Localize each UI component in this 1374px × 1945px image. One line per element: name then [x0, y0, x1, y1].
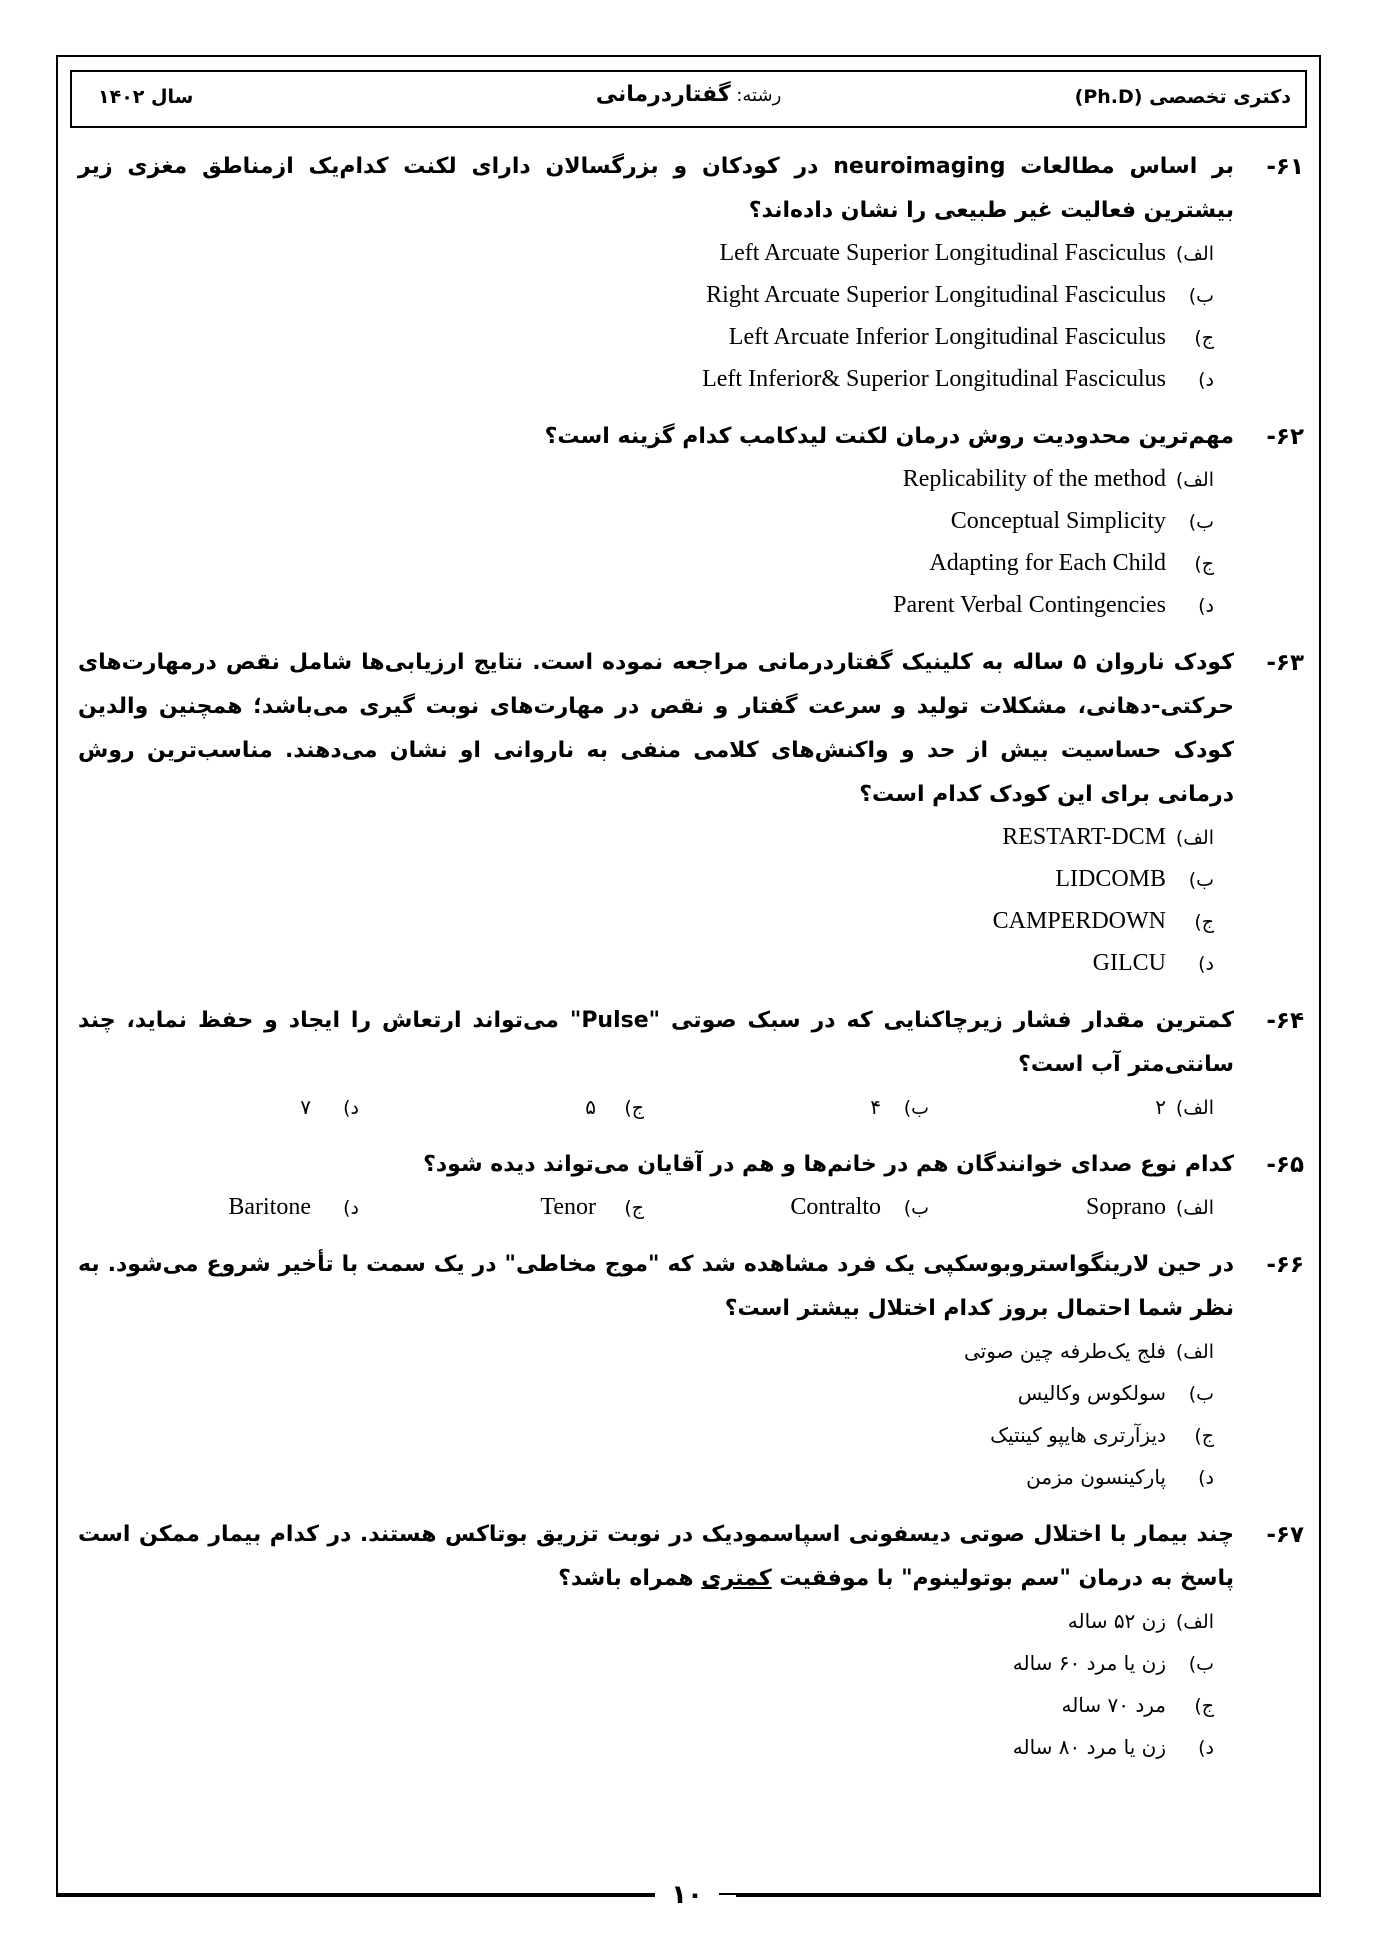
option-label: ب) — [903, 1097, 929, 1119]
option-label: الف) — [1175, 1611, 1214, 1633]
option-b — [78, 1643, 1234, 1685]
options — [78, 1087, 1234, 1129]
question-text: مهم‌ترین محدودیت روش درمان لکنت لیدکامب کدام گزینه است؟ — [544, 424, 1234, 449]
option-label: د) — [1198, 1737, 1214, 1759]
option-text: فلج یک‌طرفه چین صوتی — [963, 1339, 1166, 1363]
option-c — [78, 543, 1234, 585]
question-text — [78, 1513, 1234, 1601]
question-number: ۶۷- — [1266, 1522, 1304, 1548]
options — [78, 1331, 1234, 1499]
question-number: ۶۱- — [1266, 154, 1304, 180]
option-label: ج) — [1194, 327, 1214, 349]
option-c — [78, 317, 1234, 359]
option-c — [78, 1415, 1234, 1457]
option-label: ب) — [1188, 285, 1214, 307]
option-b — [78, 275, 1234, 317]
option-text: Conceptual Simplicity — [950, 508, 1166, 534]
option-a — [949, 1187, 1234, 1229]
field-name: گفتاردرمانی — [595, 82, 731, 107]
option-b — [78, 501, 1234, 543]
question-64 — [78, 999, 1304, 1129]
option-label: ج) — [1194, 1425, 1214, 1447]
option-label: د) — [1198, 1467, 1214, 1489]
option-text: Soprano — [1086, 1194, 1166, 1220]
option-a — [949, 1087, 1234, 1129]
page-number-text: ۱۰ — [655, 1880, 719, 1910]
option-text: Baritone — [228, 1194, 311, 1220]
option-a — [78, 1331, 1234, 1373]
exam-year: سال ۱۴۰۲ — [98, 86, 194, 108]
field-title — [72, 82, 1305, 107]
option-label: الف) — [1175, 1197, 1214, 1219]
option-text: Left Inferior& Superior Longitudinal Fasciculus — [702, 366, 1166, 392]
option-c — [379, 1187, 664, 1229]
option-c — [379, 1087, 664, 1129]
question-number: ۶۵- — [1266, 1152, 1304, 1178]
question-text: کودک ناروان ۵ ساله به کلینیک گفتاردرمانی مراجعه نموده است. نتایج ارزیابی‌ها شامل نقص درمهارت‌های حرکتی-دهانی، مشکلات تولید و سرعت گفتار و نقص در مهارت‌های نوبت گیری می‌باشد؛ همچنین والدین کودک حساسیت بیش از حد و واکنش‌های کلامی منفی به ناروانی او نشان می‌دهند. مناسب‌ترین روش درمانی برای این کودک کدام است؟ — [78, 650, 1234, 807]
option-c — [78, 901, 1234, 943]
option-a — [78, 233, 1234, 275]
question-62 — [78, 415, 1304, 627]
option-b — [664, 1187, 949, 1229]
option-d — [78, 585, 1234, 627]
option-d — [78, 1457, 1234, 1499]
option-text: ۷ — [300, 1095, 311, 1119]
option-text: CAMPERDOWN — [992, 908, 1166, 934]
option-text: RESTART-DCM — [1002, 824, 1166, 850]
option-text: زن یا مرد ۸۰ ساله — [1012, 1735, 1166, 1759]
option-label: ب) — [903, 1197, 929, 1219]
option-text: Replicability of the method — [902, 466, 1166, 492]
option-text: زن یا مرد ۶۰ ساله — [1012, 1651, 1166, 1675]
option-d — [78, 943, 1234, 985]
option-label: د) — [1198, 953, 1214, 975]
option-text: ۵ — [585, 1095, 596, 1119]
question-63 — [78, 641, 1304, 985]
option-label: ج) — [1194, 1695, 1214, 1717]
option-text: Contralto — [790, 1194, 881, 1220]
option-text: Left Arcuate Superior Longitudinal Fasciculus — [719, 240, 1166, 266]
option-text: Parent Verbal Contingencies — [893, 592, 1166, 618]
question-text: کدام نوع صدای خوانندگان هم در خانم‌ها و هم در آقایان می‌تواند دیده شود؟ — [423, 1152, 1234, 1177]
option-b — [78, 1373, 1234, 1415]
degree-label: دکتری تخصصی (Ph.D) — [1074, 86, 1291, 108]
questions-list — [78, 145, 1304, 1783]
question-text: کمترین مقدار فشار زیرچاکنایی که در سبک صوتی "Pulse" می‌تواند ارتعاش را ایجاد و حفظ نماید، چند سانتی‌متر آب است؟ — [78, 1008, 1234, 1077]
option-label: الف) — [1175, 827, 1214, 849]
page-number — [0, 1880, 1374, 1910]
option-text: مرد ۷۰ ساله — [1061, 1693, 1166, 1717]
option-d — [94, 1187, 379, 1229]
options — [78, 1601, 1234, 1769]
option-text: Right Arcuate Superior Longitudinal Fasciculus — [706, 282, 1166, 308]
option-label: الف) — [1175, 1341, 1214, 1363]
question-number: ۶۶- — [1266, 1252, 1304, 1278]
option-label: د) — [343, 1097, 359, 1119]
option-a — [78, 817, 1234, 859]
question-text: در حین لارینگواستروبوسکپی یک فرد مشاهده شد که "موج مخاطی" در یک سمت با تأخیر شروع می‌شود. به نظر شما احتمال بروز کدام اختلال بیشتر است؟ — [78, 1252, 1234, 1321]
question-66 — [78, 1243, 1304, 1499]
option-d — [78, 1727, 1234, 1769]
field-label: رشته: — [736, 85, 782, 106]
option-label: د) — [1198, 369, 1214, 391]
option-a — [78, 1601, 1234, 1643]
options — [78, 1187, 1234, 1229]
question-67 — [78, 1513, 1304, 1769]
option-label: ج) — [624, 1097, 644, 1119]
option-label: ج) — [1194, 911, 1214, 933]
page-header — [70, 70, 1307, 128]
option-text: ۲ — [1155, 1095, 1166, 1119]
question-65 — [78, 1143, 1304, 1229]
option-label: الف) — [1175, 469, 1214, 491]
question-text: بر اساس مطالعات neuroimaging در کودکان و بزرگسالان دارای لکنت کدام‌یک ازمناطق مغزی زیر بیشترین فعالیت غیر طبیعی را نشان داده‌اند؟ — [78, 154, 1234, 223]
option-label: ب) — [1188, 869, 1214, 891]
option-d — [94, 1087, 379, 1129]
option-text: Tenor — [540, 1194, 596, 1220]
option-text: Adapting for Each Child — [929, 550, 1166, 576]
option-d — [78, 359, 1234, 401]
option-text: Left Arcuate Inferior Longitudinal Fasciculus — [728, 324, 1166, 350]
option-label: ج) — [624, 1197, 644, 1219]
question-number: ۶۳- — [1266, 650, 1304, 676]
question-text-part: همراه باشد؟ — [558, 1566, 702, 1591]
option-label: ب) — [1188, 511, 1214, 533]
option-text: پارکینسون مزمن — [1026, 1465, 1166, 1489]
option-a — [78, 459, 1234, 501]
question-number: ۶۲- — [1266, 424, 1304, 450]
question-number: ۶۴- — [1266, 1008, 1304, 1034]
option-text: ۴ — [870, 1095, 881, 1119]
option-text: دیزآرتری هایپو کینتیک — [990, 1423, 1166, 1447]
option-text: زن ۵۲ ساله — [1067, 1609, 1166, 1633]
option-label: الف) — [1175, 243, 1214, 265]
option-b — [664, 1087, 949, 1129]
option-label: ب) — [1188, 1653, 1214, 1675]
option-b — [78, 859, 1234, 901]
option-label: ج) — [1194, 553, 1214, 575]
option-text: GILCU — [1092, 950, 1166, 976]
option-label: الف) — [1175, 1097, 1214, 1119]
question-61 — [78, 145, 1304, 401]
option-label: د) — [1198, 595, 1214, 617]
options — [78, 459, 1234, 627]
option-text: سولکوس وکالیس — [1017, 1381, 1166, 1405]
option-label: د) — [343, 1197, 359, 1219]
question-text-part: چند بیمار با اختلال صوتی دیسفونی اسپاسمودیک در نوبت تزریق بوتاکس هستند. در کدام بیمار ممکن است پاسخ به درمان "سم بوتولینوم" با موفقیت — [78, 1522, 1234, 1591]
options — [78, 817, 1234, 985]
options — [78, 233, 1234, 401]
option-text: LIDCOMB — [1055, 866, 1166, 892]
option-label: ب) — [1188, 1383, 1214, 1405]
option-c — [78, 1685, 1234, 1727]
underlined-word: کمتری — [701, 1566, 772, 1591]
